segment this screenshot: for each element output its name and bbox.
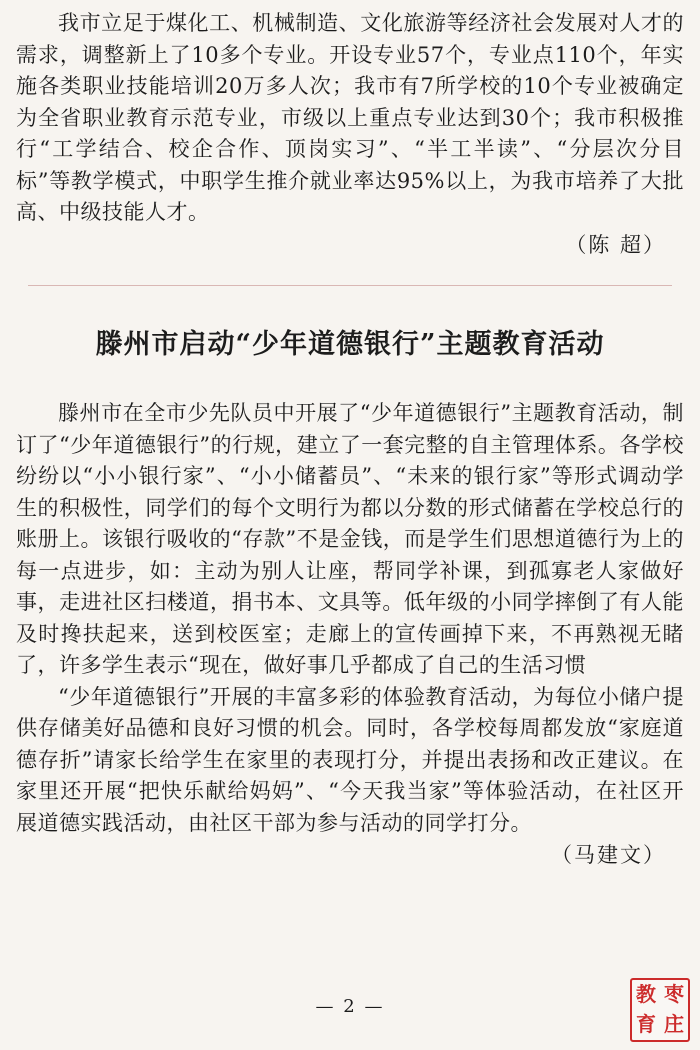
red-seal-stamp xyxy=(630,978,690,1042)
stamp-char: 育 xyxy=(636,1012,656,1036)
section-divider xyxy=(28,285,672,286)
article-paragraph-2: “少年道德银行”开展的丰富多彩的体验教育活动，为每位小储户提供存储美好品德和良好习惯的机会。同时，各学校每周都发放“家庭道德存折”请家长给学生在家里的表现打分，并提出表扬和改正建议。在家里还开展“把快乐献给妈妈”、“今天我当家”等体验活动，在社区开展道德实践活动，由社区干部为参与活动的同学打分。 xyxy=(16,684,684,835)
top-article xyxy=(16,8,684,259)
stamp-char: 枣 xyxy=(664,982,684,1006)
article-title: 滕州市启动“少年道德银行”主题教育活动 xyxy=(95,329,605,360)
article-author: （马建文） xyxy=(551,843,666,867)
stamp-char: 庄 xyxy=(664,1012,684,1036)
top-article-paragraph: 我市立足于煤化工、机械制造、文化旅游等经济社会发展对人才的需求，调整新上了10多个专业。开设专业57个，专业点110个，年实施各类职业技能培训20万多人次；我市有7所学校的10个专业被确定为全省职业教育示范专业，市级以上重点专业达到30个；我市积极推行“工学结合、校企合作、顶岗实习”、“半工半读”、“分层次分目标”等教学模式，中职学生推介就业率达95%以上，为我市培养了大批高、中级技能人才。 xyxy=(16,11,684,224)
article-body xyxy=(16,398,684,869)
article-paragraph-1: 滕州市在全市少先队员中开展了“少年道德银行”主题教育活动，制订了“少年道德银行”的行规，建立了一套完整的自主管理体系。各学校纷纷以“小小银行家”、“小小储蓄员”、“未来的银行家”等形式调动学生的积极性，同学们的每个文明行为都以分数的形式储蓄在学校总行的账册上。该银行吸收的“存款”不是金钱，而是学生们思想道德行为上的每一点进步，如：主动为别人让座，帮同学补课，到孤寡老人家做好事，走进社区扫楼道，捐书本、文具等。低年级的小同学摔倒了有人能及时搀扶起来，送到校医室；走廊上的宣传画掉下来，不再熟视无睹了，许多学生表示“现在，做好事几乎都成了自己的生活习惯 xyxy=(16,401,684,677)
stamp-char: 教 xyxy=(636,982,656,1006)
page-number: — 2 — xyxy=(315,996,385,1017)
top-article-author: （陈 超） xyxy=(565,232,666,257)
